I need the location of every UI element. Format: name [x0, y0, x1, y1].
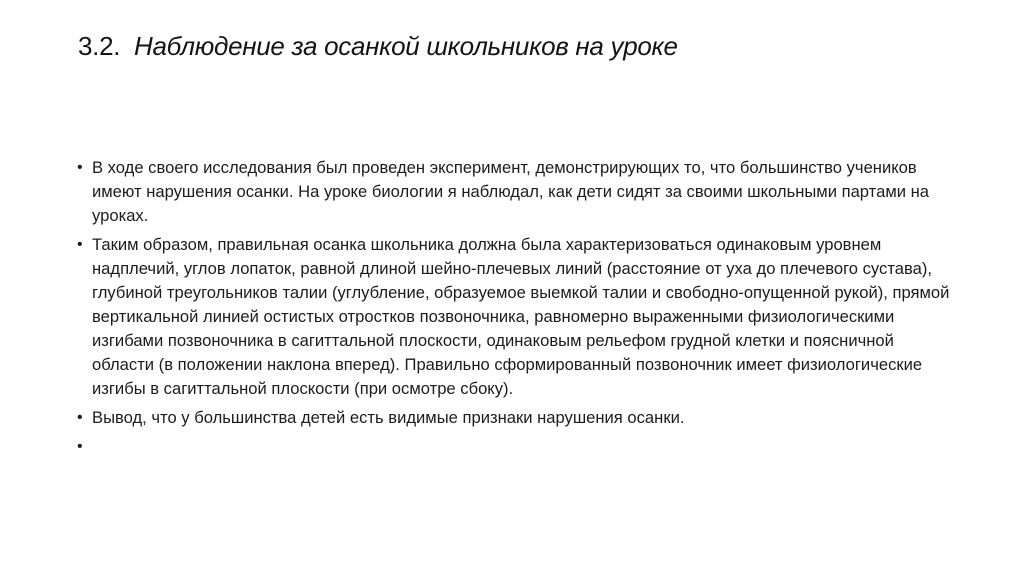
bullet-icon: •: [77, 409, 83, 426]
bullet-item-4: [77, 435, 957, 459]
bullet-text-3: Вывод, что у большинства детей есть видимые признаки нарушения осанки.: [92, 408, 685, 427]
slide-title: [78, 27, 778, 65]
bullet-item-2: [77, 233, 957, 401]
bullet-list: [77, 156, 957, 464]
bullet-icon: •: [77, 438, 83, 455]
bullet-item-1: [77, 156, 957, 228]
title-number: 3.2.: [78, 31, 121, 61]
bullet-text-1: В ходе своего исследования был проведен эксперимент, демонстрирующих то, что большинство учеников имеют нарушения осанки. На уроке биологии я наблюдал, как дети сидят за своими школьными партами на уроках.: [92, 158, 929, 225]
bullet-item-3: [77, 406, 957, 430]
title-text: Наблюдение за осанкой школьников на уроке: [134, 31, 678, 61]
bullet-icon: •: [77, 236, 83, 253]
bullet-text-2: Таким образом, правильная осанка школьника должна была характеризоваться одинаковым уровнем надплечий, углов лопаток, равной длиной шейно-плечевых линий (расстояние от уха до плечевого сустава), глубиной треугольников талии (углубление, образуемое выемкой талии и свободно-опущенной рукой), прямой вертикальной линией остистых отростков позвоночника, равномерно выраженными физиологическими изгибами позвоночника в сагиттальной плоскости, одинаковым рельефом грудной клетки и поясничной области (в положении наклона вперед). Правильно сформированный позвоночник имеет физиологические изгибы в сагиттальной плоскости (при осмотре сбоку).: [92, 235, 950, 398]
bullet-icon: •: [77, 159, 83, 176]
